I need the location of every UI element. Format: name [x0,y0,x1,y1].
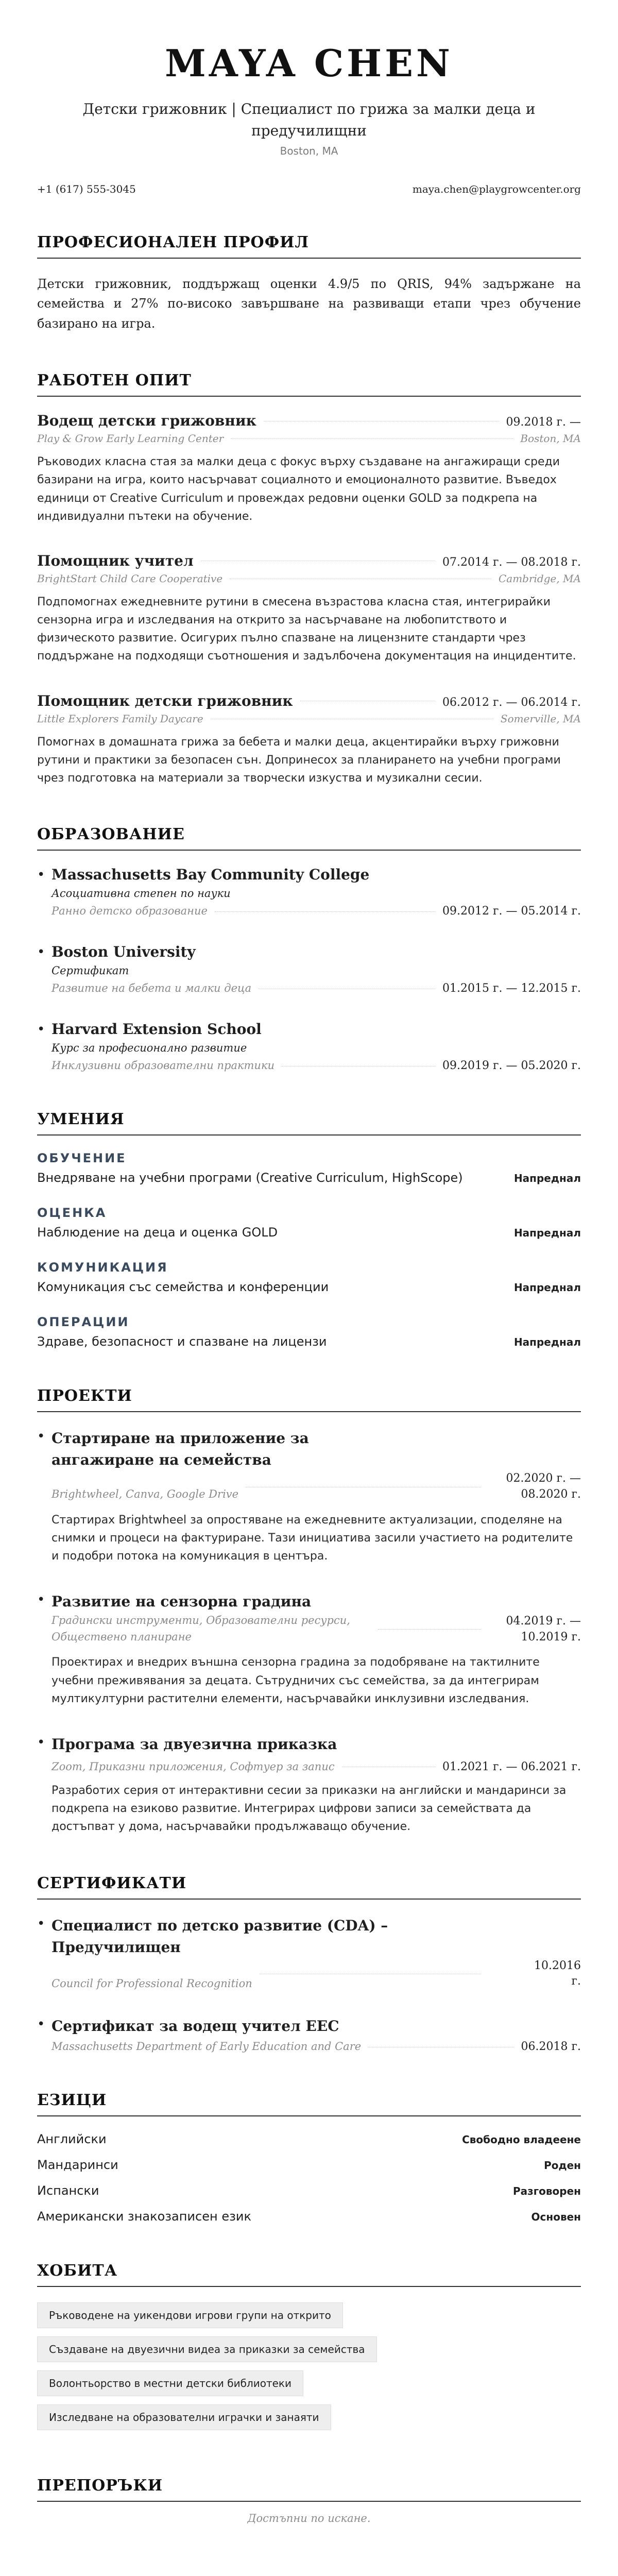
email-address[interactable]: maya.chen@playgrowcenter.org [412,183,581,195]
language-level: Разговорен [512,2185,581,2198]
field-of-study: Инклузивни образователни практики [52,1059,275,1072]
hobby-tag: Ръководене на уикендови игрови групи на открито [37,2302,343,2328]
skill-group [37,1260,581,1294]
language-name: Мандаринси [37,2158,118,2173]
degree: Курс за професионално развитие [52,1042,247,1055]
candidate-subtitle: Детски грижовник | Специалист по грижа за малки деца и предучилищни [82,100,536,139]
certificate-date-part: г. [571,1975,581,1988]
certificate-title: Сертификат за водещ учител EEC [52,2018,339,2035]
field-of-study: Развитие на бебета и малки деца [52,982,252,995]
skill-name: Здраве, безопасност и спазване на лицензи [37,1334,327,1349]
certificate-date: 06.2018 г. [521,2040,581,2054]
certificate-entry [37,1915,581,1990]
section-title: ЕЗИЦИ [37,2091,581,2116]
job-title: Помощник учител [37,552,194,569]
field-of-study: Ранно детско образование [52,905,208,918]
job-entry [37,412,581,526]
job-entry [37,692,581,788]
school-name: Harvard Extension School [52,1021,262,1038]
job-description: Помогнах в домашната грижа за бебета и малки деца, акцентирайки върху грижовни рутини и практики за безопасен сън. Допринесох за планирането на учебни програми чрез подготовка на материали за творчески изкуства и музикални сесии. [37,735,561,785]
section-title: ОБРАЗОВАНИЕ [37,825,581,851]
skill-category: ОБУЧЕНИЕ [37,1151,127,1166]
project-description: Проектирах и внедрих външна сензорна градина за подобряване на тактилните учебни преживявания за децата. Сътрудничих със семейства, за да интегрирам мултикултурни растителни елементи, насърчавайки инклузивни изследвания. [52,1656,540,1705]
project-date-start: 04.2019 г. — [506,1614,581,1628]
section-title: СЕРТИФИКАТИ [37,1874,581,1900]
resume-header [37,41,581,195]
skill-group [37,1151,581,1185]
skill-group [37,1206,581,1240]
education-entry [37,1021,581,1072]
job-title: Помощник детски грижовник [37,692,293,709]
education-date: 09.2019 г. — 05.2020 г. [442,1059,581,1073]
skill-category: ОПЕРАЦИИ [37,1315,130,1330]
project-title: Развитие на сензорна градина [52,1593,312,1611]
contact-row [37,183,581,195]
job-location: Boston, MA [520,432,581,445]
job-company: Play & Grow Early Learning Center [37,432,224,445]
bullet-icon: • [37,1916,45,1931]
languages-section [37,2091,581,2224]
bullet-icon: • [37,2016,45,2032]
project-date-end: 10.2019 г. [521,1630,581,1643]
certificate-entry [37,2015,581,2053]
language-entry [37,2158,581,2172]
bullet-icon: • [37,1429,45,1445]
job-entry [37,552,581,666]
certificates-section [37,1874,581,2054]
skill-level: Напреднал [513,1281,581,1294]
references-text: Достъпни по искане. [247,2512,371,2525]
bullet-icon: • [37,867,45,883]
profile-summary: Детски грижовник, поддържащ оценки 4.9/5 по QRIS, 94% задържане на семейства и 27% по-високо завършване на развиващи етапи чрез обучение базирано на игра. [37,277,581,331]
skill-level: Напреднал [513,1336,581,1349]
language-name: Английски [37,2132,107,2147]
project-tech: Zoom, Приказни приложения, Софтуер за запис [52,1760,335,1773]
skills-section [37,1110,581,1349]
skill-name: Комуникация със семейства и конференции [37,1280,329,1295]
language-level: Роден [544,2159,581,2172]
education-entry [37,943,581,995]
skill-category: ОЦЕНКА [37,1206,107,1221]
job-company: Little Explorers Family Daycare [37,712,203,725]
project-description: Стартирах Brightwheel за опростяване на ежедневните актуализации, споделяне на снимки и процеси на фактуриране. Тази инициатива засили участието на родителите и подобри потока на комуникация в центъра. [52,1513,573,1563]
project-tech: Градински инструменти, Образователни ресурси, Обществено планиране [52,1614,350,1643]
section-title: УМЕНИЯ [37,1110,581,1136]
job-location: Cambridge, MA [498,572,581,585]
degree: Асоциативна степен по науки [52,887,231,900]
job-company: BrightStart Child Care Cooperative [37,572,223,585]
job-description: Подпомогнах ежедневните рутини в смесена възрастова класна стая, интегрирайки сензорна игра и изследвания на открито за насърчаване на любопитството и физическото развитие. Осигурих пълно спазване на лицензните стандарти чрез поддържане на подходящи съотношения и задълбочена документация на инцидентите. [37,595,576,663]
project-entry [37,1591,581,1708]
skill-category: КОМУНИКАЦИЯ [37,1260,168,1275]
education-date: 09.2012 г. — 05.2014 г. [442,905,581,918]
certificate-issuer: Council for Professional Recognition [52,1977,252,1990]
bullet-icon: • [37,1592,45,1608]
language-entry [37,2209,581,2224]
phone-number[interactable]: +1 (617) 555-3045 [37,183,136,195]
skill-group [37,1315,581,1349]
language-name: Американски знакозаписен език [37,2209,251,2224]
job-date: 09.2018 г. — [506,416,581,429]
project-title: Програма за двуезична приказка [52,1735,337,1753]
hobby-tag: Изследване на образователни играчки и занаяти [37,2404,331,2430]
project-entry [37,1428,581,1565]
certificate-issuer: Massachusetts Department of Early Education and Care [52,2040,362,2053]
experience-section [37,371,581,787]
candidate-location: Boston, MA [280,145,338,157]
project-date [488,1614,581,1646]
hobbies-section [37,2262,581,2438]
certificate-title: Специалист по детско развитие (CDA) – Предучилищен [52,1917,388,1956]
section-title: ПРОФЕСИОНАЛЕН ПРОФИЛ [37,233,581,259]
project-date: 01.2021 г. — 06.2021 г. [442,1760,581,1773]
job-description: Ръководих класна стая за малки деца с фокус върху създаване на ангажиращи среди базирани на игра, които насърчават социалното и емоционалното развитие. Въведох единици от Creative Curriculum и провеждах редовни оценки GOLD за подкрепа на индивидуални пътеки на обучение. [37,455,560,523]
bullet-icon: • [37,944,45,960]
project-date [488,1471,581,1503]
degree: Сертификат [52,964,129,977]
education-entry [37,866,581,918]
school-name: Massachusetts Bay Community College [52,866,370,884]
job-location: Somerville, MA [500,712,581,725]
hobby-tag: Създаване на двуезични видеа за приказки за семейства [37,2336,377,2362]
project-tech: Brightwheel, Canva, Google Drive [52,1488,239,1501]
education-section [37,825,581,1072]
skill-level: Напреднал [513,1227,581,1240]
certificate-date [488,1958,581,1990]
project-entry [37,1734,581,1836]
language-level: Свободно владеене [462,2133,581,2146]
certificate-date-part: 10.2016 [534,1959,581,1972]
profile-section [37,233,581,333]
skill-name: Наблюдение на деца и оценка GOLD [37,1225,278,1240]
bullet-icon: • [37,1734,45,1750]
language-level: Основен [531,2211,581,2224]
language-entry [37,2132,581,2146]
section-title: ХОБИТА [37,2262,581,2287]
projects-section [37,1387,581,1836]
project-description: Разработих серия от интерактивни сесии за приказки на английски и мандаринси за подкрепа на езиково развитие. Интегрирах цифрови записи за семействата да достъпват у дома, насърчавайки продължаващо обучение. [52,1784,566,1834]
language-entry [37,2183,581,2198]
skill-level: Напреднал [513,1172,581,1185]
project-date-start: 02.2020 г. — [506,1472,581,1485]
candidate-name: MAYA CHEN [165,41,453,85]
section-title: РАБОТЕН ОПИТ [37,371,581,397]
section-title: ПРОЕКТИ [37,1387,581,1412]
school-name: Boston University [52,943,196,961]
job-date: 07.2014 г. — 08.2018 г. [442,555,581,569]
language-name: Испански [37,2183,99,2198]
skill-name: Внедряване на учебни програми (Creative Curriculum, HighScope) [37,1171,463,1185]
section-title: ПРЕПОРЪКИ [37,2477,581,2502]
project-date-end: 08.2020 г. [521,1488,581,1501]
education-date: 01.2015 г. — 12.2015 г. [442,982,581,995]
bullet-icon: • [37,1022,45,1038]
project-title: Стартиране на приложение за ангажиране на семейства [52,1430,309,1469]
references-section [37,2477,581,2524]
job-title: Водещ детски грижовник [37,412,256,430]
hobby-tag: Волонтьорство в местни детски библиотеки [37,2370,303,2396]
job-date: 06.2012 г. — 06.2014 г. [442,696,581,709]
